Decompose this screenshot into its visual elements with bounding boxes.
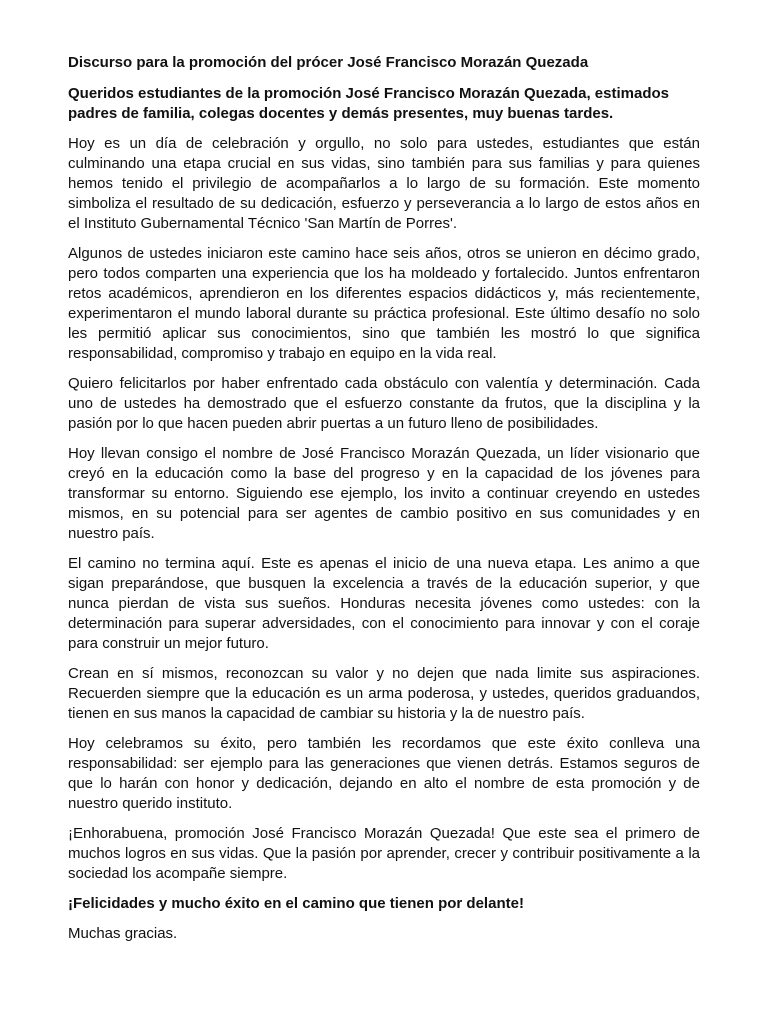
paragraph-celebration: Hoy es un día de celebración y orgullo, no solo para ustedes, estudiantes que están culminando una etapa crucial en sus vidas, sino también para sus familias y para quienes hemos tenido el privilegio de acompañarlos a lo largo de su formación. Este momento simboliza el resultado de su dedicación, esfuerzo y perseverancia a lo largo de estos años en el Instituto Gubernamental Técnico 'San Martín de Porres'. [68,135,700,232]
paragraph-believe: Crean en sí mismos, reconozcan su valor y no dejen que nada limite sus aspiraciones. Recuerden siempre que la educación es un arma poderosa, y ustedes, queridos graduandos, tienen en sus manos la capacidad de cambiar su historia y la de nuestro país. [68,665,700,722]
salutation: Queridos estudiantes de la promoción José Francisco Morazán Quezada, estimados padres de familia, colegas docentes y demás presentes, muy buenas tardes. [68,85,669,122]
paragraph-next-stage: El camino no termina aquí. Este es apenas el inicio de una nueva etapa. Les animo a que sigan preparándose, que busquen la excelencia a través de la educación superior, y que nunca pierdan de vista sus sueños. Honduras necesita jóvenes como ustedes: con la determinación para superar adversidades, con el conocimiento para innovar y con el coraje para construir un mejor futuro. [68,555,700,652]
paragraph-morazan-legacy: Hoy llevan consigo el nombre de José Francisco Morazán Quezada, un líder visionario que creyó en la educación como la base del progreso y en la capacidad de los jóvenes para transformar su entorno. Siguiendo ese ejemplo, los invito a continuar creyendo en ustedes mismos, en su potencial para ser agentes de cambio positivo en sus comunidades y en nuestro país. [68,445,700,542]
paragraph-enhorabuena: ¡Enhorabuena, promoción José Francisco Morazán Quezada! Que este sea el primero de muchos logros en sus vidas. Que la pasión por aprender, crecer y contribuir positivamente a la sociedad los acompañe siempre. [68,825,700,882]
sign-off: Muchas gracias. [68,925,178,942]
paragraph-responsibility: Hoy celebramos su éxito, pero también les recordamos que este éxito conlleva una responsabilidad: ser ejemplo para las generaciones que vienen detrás. Estamos seguros de que lo harán con honor y dedicación, dejando en alto el nombre de esta promoción y de nuestro querido instituto. [68,735,700,812]
paragraph-journey: Algunos de ustedes iniciaron este camino hace seis años, otros se unieron en décimo grado, pero todos comparten una experiencia que los ha moldeado y fortalecido. Juntos enfrentaron retos académicos, aprendieron en los diferentes espacios didácticos y, más recientemente, experimentaron el mundo laboral durante su práctica profesional. Este último desafío no solo les permitió aplicar sus conocimientos, sino que también les mostró lo que significa responsabilidad, compromiso y trabajo en equipo en la vida real. [68,245,700,362]
closing-bold-line: ¡Felicidades y mucho éxito en el camino que tienen por delante! [68,895,524,912]
document-page [68,53,700,954]
document-title: Discurso para la promoción del prócer José Francisco Morazán Quezada [68,54,589,71]
paragraph-congratulations: Quiero felicitarlos por haber enfrentado cada obstáculo con valentía y determinación. Cada uno de ustedes ha demostrado que el esfuerzo constante da frutos, que la disciplina y la pasión por lo que hacen pueden abrir puertas a un futuro lleno de posibilidades. [68,375,700,432]
